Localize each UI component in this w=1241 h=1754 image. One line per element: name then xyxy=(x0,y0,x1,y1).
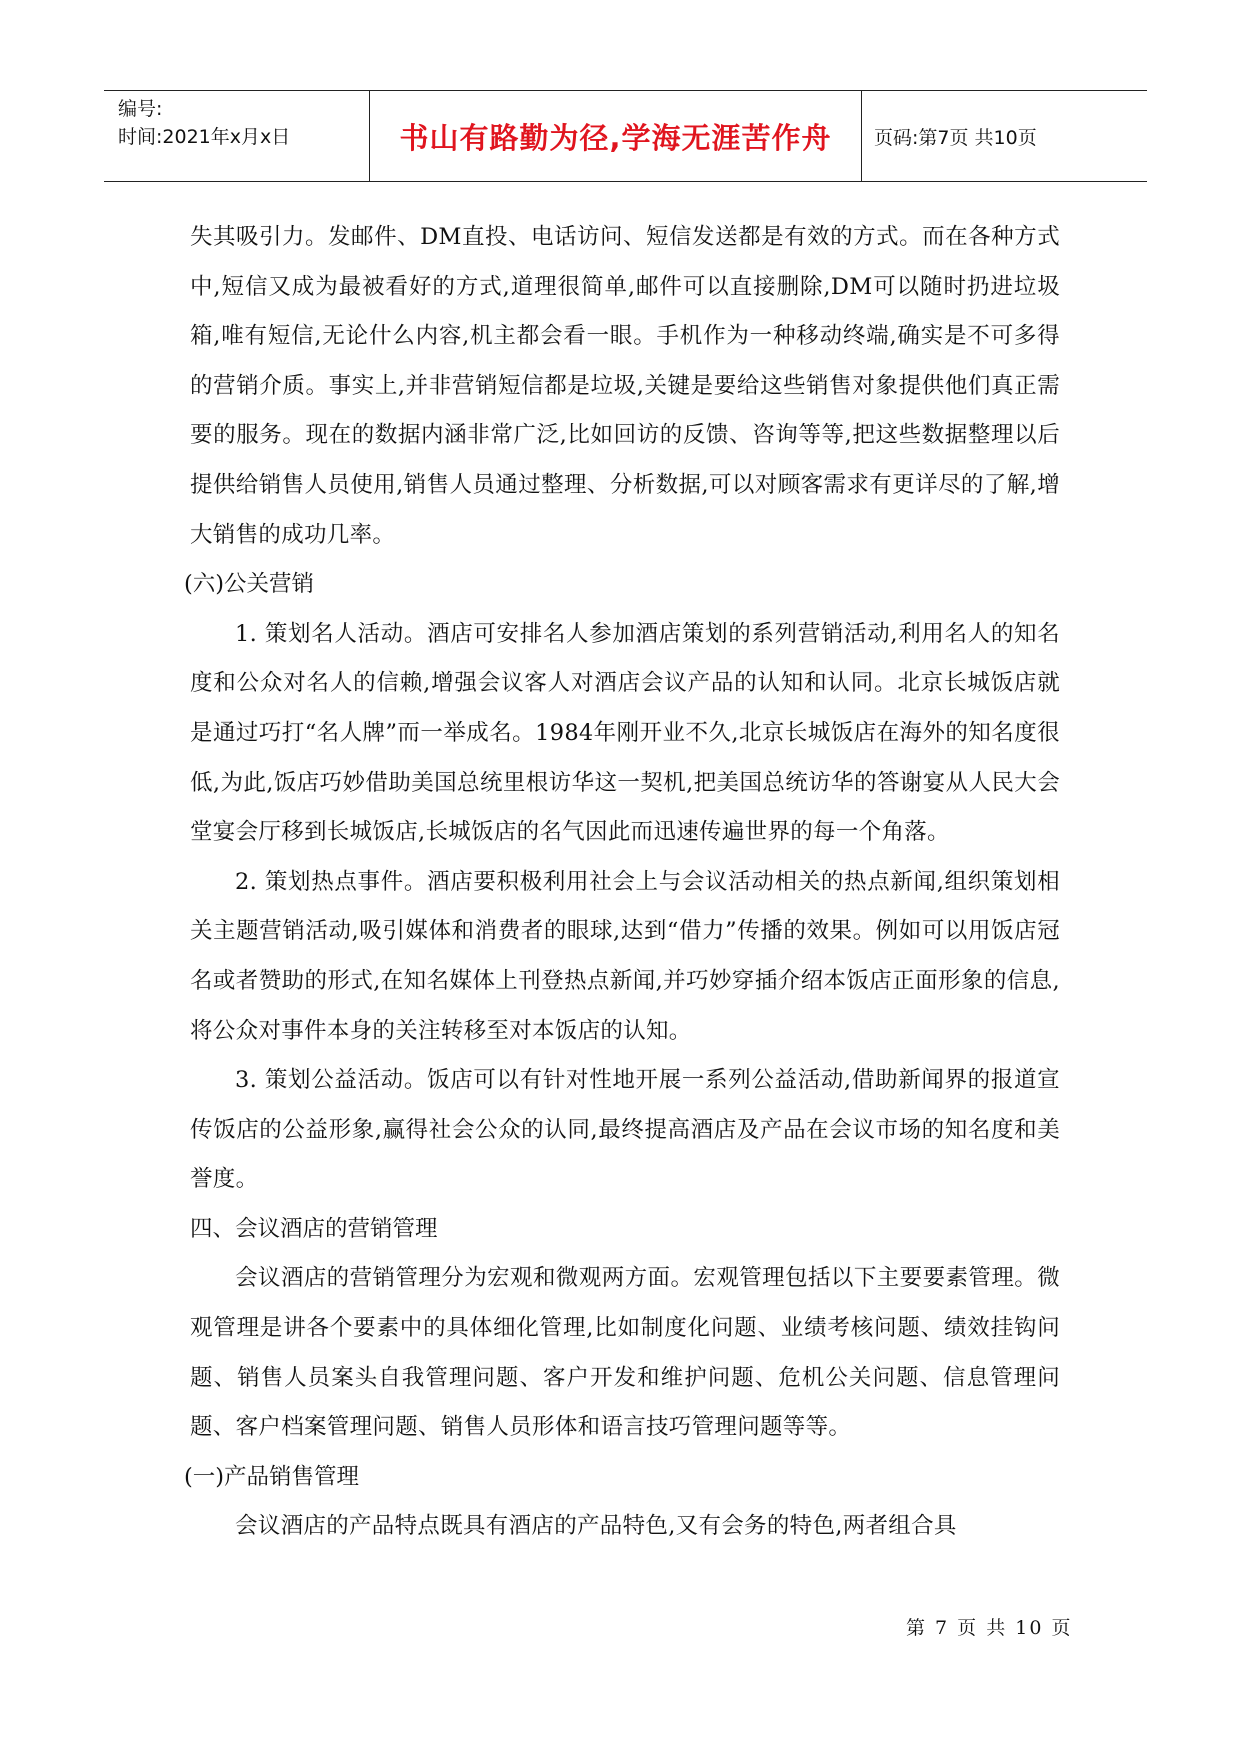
section-heading-product-sales: (一)产品销售管理 xyxy=(184,1463,360,1490)
paragraph-public-welfare: 3. 策划公益活动。饭店可以有针对性地开展一系列公益活动,借助新闻界的报道宣传饭店的公益形象,赢得社会公众的认同,最终提高酒店及产品在会议市场的知名度和美誉度。 xyxy=(190,1067,1060,1193)
page-header xyxy=(104,90,1147,182)
document-body xyxy=(184,213,1060,1552)
paragraph-hot-events: 2. 策划热点事件。酒店要积极利用社会上与会议活动相关的热点新闻,组织策划相关主题营销活动,吸引媒体和消费者的眼球,达到“借力”传播的效果。例如可以用饭店冠名或者赞助的形式,在知名媒体上刊登热点新闻,并巧妙穿插介绍本饭店正面形象的信息,将公众对事件本身的关注转移至对本饭店的认知。 xyxy=(190,868,1060,1044)
page-footer-number: 第 7 页 共 10 页 xyxy=(906,1617,1073,1639)
header-meta-cell xyxy=(104,91,370,181)
header-motto: 书山有路勤为径,学海无涯苦作舟 xyxy=(370,91,862,181)
section-heading-public-relations: (六)公关营销 xyxy=(184,571,315,598)
document-time-label: 时间:2021年x月x日 xyxy=(118,126,291,148)
paragraph-continuation: 失其吸引力。发邮件、DM直投、电话访问、短信发送都是有效的方式。而在各种方式中,短信又成为最被看好的方式,道理很简单,邮件可以直接删除,DM可以随时扔进垃圾箱,唯有短信,无论什么内容,机主都会看一眼。手机作为一种移动终端,确实是不可多得的营销介质。事实上,并非营销短信都是垃圾,关键是要给这些销售对象提供他们真正需要的服务。现在的数据内涵非常广泛,比如回访的反馈、咨询等等,把这些数据整理以后提供给销售人员使用,销售人员通过整理、分析数据,可以对顾客需求有更详尽的了解,增大销售的成功几率。 xyxy=(190,224,1060,548)
paragraph-product-features: 会议酒店的产品特点既具有酒店的产品特色,又有会务的特色,两者组合具 xyxy=(235,1513,957,1540)
header-page-label: 页码:第7页 共10页 xyxy=(874,126,1037,149)
section-heading-marketing-management: 四、会议酒店的营销管理 xyxy=(190,1215,438,1242)
paragraph-celebrity-activity: 1. 策划名人活动。酒店可安排名人参加酒店策划的系列营销活动,利用名人的知名度和公众对名人的信赖,增强会议客人对酒店会议产品的认知和认同。北京长城饭店就是通过巧打“名人牌”而一举成名。1984年刚开业不久,北京长城饭店在海外的知名度很低,为此,饭店巧妙借助美国总统里根访华这一契机,把美国总统访华的答谢宴从人民大会堂宴会厅移到长城饭店,长城饭店的名气因此而迅速传遍世界的每一个角落。 xyxy=(190,620,1060,846)
paragraph-management-overview: 会议酒店的营销管理分为宏观和微观两方面。宏观管理包括以下主要要素管理。微观管理是讲各个要素中的具体细化管理,比如制度化问题、业绩考核问题、绩效挂钩问题、销售人员案头自我管理问题、客户开发和维护问题、危机公关问题、信息管理问题、客户档案管理问题、销售人员形体和语言技巧管理问题等等。 xyxy=(190,1265,1060,1441)
document-number-label: 编号: xyxy=(118,98,163,120)
